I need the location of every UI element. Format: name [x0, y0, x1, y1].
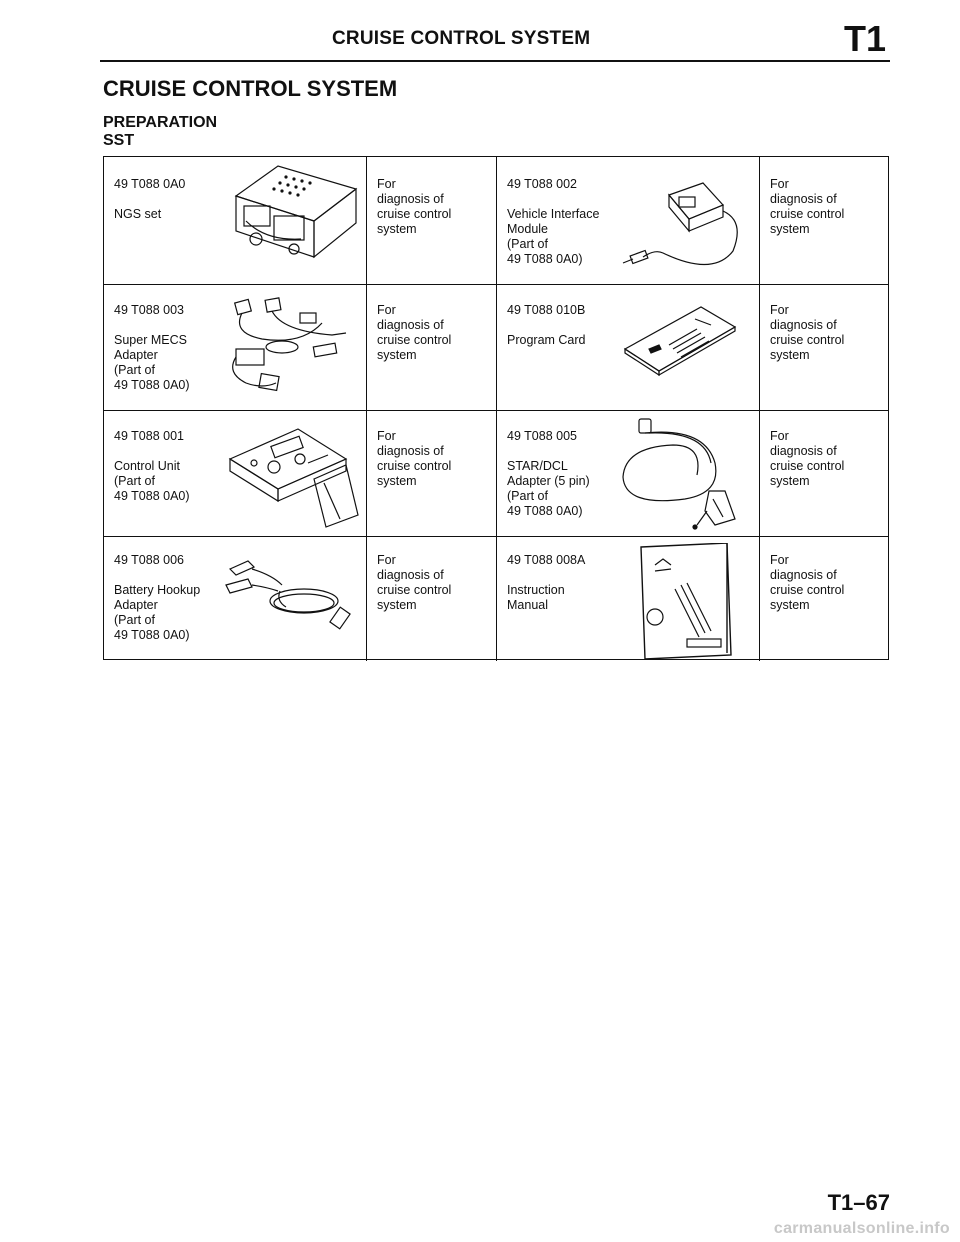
use-cell — [367, 157, 497, 284]
table-row — [104, 411, 888, 537]
use-text: diagnosis of — [377, 568, 444, 582]
use-text: cruise control — [770, 207, 845, 221]
use-text: cruise control — [377, 459, 452, 473]
use-text: system — [770, 348, 810, 362]
page-number: T1–67 — [827, 1190, 890, 1215]
use-text: cruise control — [377, 207, 452, 221]
use-cell — [760, 537, 890, 661]
use-text: cruise control — [770, 459, 845, 473]
tool-name: Manual — [507, 598, 548, 612]
use-text: cruise control — [770, 333, 845, 347]
use-text: diagnosis of — [770, 568, 837, 582]
part-number: 49 T088 0A0 — [114, 177, 186, 191]
tool-name: Module — [507, 222, 548, 236]
tool-name: Adapter — [114, 598, 158, 612]
tool-name: NGS set — [114, 207, 162, 221]
use-cell — [367, 537, 497, 661]
program-card-icon — [621, 299, 739, 379]
page-header — [100, 18, 890, 62]
tool-name: 49 T088 0A0) — [507, 504, 583, 518]
tool-name: Battery Hookup — [114, 583, 201, 597]
use-text: system — [377, 474, 417, 488]
use-text: cruise control — [377, 583, 452, 597]
ngs-set-case-icon — [216, 161, 366, 269]
tool-name: (Part of — [114, 474, 155, 488]
tool-cell — [497, 537, 760, 661]
footer-watermark-url[interactable]: carmanualsonline.info — [773, 1220, 950, 1237]
tool-name: (Part of — [114, 363, 155, 377]
part-number: 49 T088 006 — [114, 553, 184, 567]
use-text: diagnosis of — [377, 444, 444, 458]
use-cell — [760, 285, 890, 410]
part-number: 49 T088 001 — [114, 429, 184, 443]
use-text: diagnosis of — [770, 192, 837, 206]
use-text: diagnosis of — [377, 192, 444, 206]
tool-name: Super MECS — [114, 333, 187, 347]
section-subheading: SST — [103, 132, 135, 149]
use-text: For — [770, 303, 789, 317]
super-mecs-adapter-icon — [222, 295, 364, 401]
tool-name: 49 T088 0A0) — [114, 628, 190, 642]
page-title: CRUISE CONTROL SYSTEM — [103, 76, 398, 101]
use-text: system — [770, 598, 810, 612]
tool-name: (Part of — [507, 237, 548, 251]
use-text: system — [377, 348, 417, 362]
use-text: system — [377, 598, 417, 612]
tool-name: 49 T088 0A0) — [114, 489, 190, 503]
use-text: diagnosis of — [377, 318, 444, 332]
tool-name: Adapter (5 pin) — [507, 474, 590, 488]
use-text: For — [770, 429, 789, 443]
tool-name: Vehicle Interface — [507, 207, 600, 221]
tool-name: Adapter — [114, 348, 158, 362]
table-row — [104, 537, 888, 661]
tool-name: (Part of — [114, 613, 155, 627]
use-text: diagnosis of — [770, 444, 837, 458]
use-text: For — [377, 177, 396, 191]
part-number: 49 T088 003 — [114, 303, 184, 317]
tool-name: STAR/DCL — [507, 459, 568, 473]
section-code: T1 — [843, 18, 886, 59]
battery-hookup-adapter-icon — [222, 555, 362, 635]
use-text: For — [377, 429, 396, 443]
tool-cell — [104, 285, 367, 410]
tool-name: (Part of — [507, 489, 548, 503]
table-row — [104, 285, 888, 411]
use-text: For — [770, 553, 789, 567]
part-number: 49 T088 005 — [507, 429, 577, 443]
tool-cell — [104, 157, 367, 284]
control-unit-icon — [224, 419, 364, 529]
tool-cell — [104, 537, 367, 661]
tool-name: Program Card — [507, 333, 586, 347]
tool-name: 49 T088 0A0) — [507, 252, 583, 266]
use-text: For — [377, 303, 396, 317]
part-number: 49 T088 010B — [507, 303, 586, 317]
use-text: diagnosis of — [770, 318, 837, 332]
use-text: system — [377, 222, 417, 236]
tool-cell — [104, 411, 367, 536]
sst-table — [103, 156, 889, 660]
vehicle-interface-module-icon — [619, 175, 755, 275]
use-text: system — [770, 474, 810, 488]
tool-cell — [497, 157, 760, 284]
tool-name: Instruction — [507, 583, 565, 597]
instruction-manual-icon — [635, 543, 735, 659]
tool-cell — [497, 411, 760, 536]
tool-cell — [497, 285, 760, 410]
use-cell — [367, 411, 497, 536]
header-title: CRUISE CONTROL SYSTEM — [332, 28, 591, 49]
use-text: cruise control — [770, 583, 845, 597]
use-cell — [760, 157, 890, 284]
use-text: For — [377, 553, 396, 567]
use-cell — [760, 411, 890, 536]
part-number: 49 T088 008A — [507, 553, 586, 567]
tool-name: 49 T088 0A0) — [114, 378, 190, 392]
use-text: system — [770, 222, 810, 236]
tool-name: Control Unit — [114, 459, 180, 473]
use-text: cruise control — [377, 333, 452, 347]
section-heading: PREPARATION — [103, 114, 218, 131]
part-number: 49 T088 002 — [507, 177, 577, 191]
table-row — [104, 157, 888, 285]
use-text: For — [770, 177, 789, 191]
star-dcl-adapter-cable-icon — [613, 415, 753, 531]
use-cell — [367, 285, 497, 410]
